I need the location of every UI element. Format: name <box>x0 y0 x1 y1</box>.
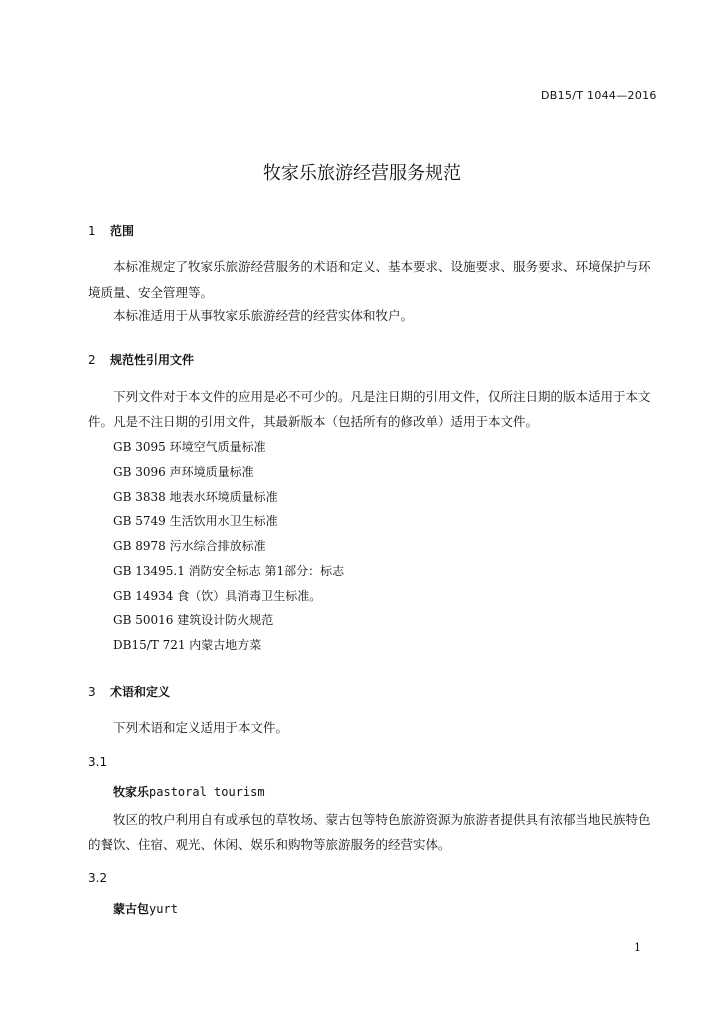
section-title: 范围 <box>110 224 135 238</box>
subsection-number: 3.1 <box>88 755 108 769</box>
section-number: 3 <box>88 685 96 699</box>
paragraph-line: 境质量、安全管理等。 <box>88 285 214 300</box>
section-2-heading <box>88 351 194 368</box>
term-chinese: 蒙古包 <box>113 902 150 916</box>
term-english: pastoral tourism <box>149 785 265 799</box>
section-title: 规范性引用文件 <box>110 353 195 367</box>
paragraph-line: 下列术语和定义适用于本文件。 <box>113 720 289 735</box>
paragraph-line: 本标准规定了牧家乐旅游经营服务的术语和定义、基本要求、设施要求、服务要求、环境保护与环 <box>113 259 651 274</box>
reference-item: GB 3095 环境空气质量标准 <box>113 440 266 454</box>
term-english: yurt <box>149 902 178 916</box>
section-3-heading <box>88 683 170 700</box>
paragraph-line: 本标准适用于从事牧家乐旅游经营的经营实体和牧户。 <box>113 308 414 323</box>
definition-line: 牧区的牧户利用自有或承包的草牧场、蒙古包等特色旅游资源为旅游者提供具有浓郁当地民族特色 <box>113 812 651 827</box>
reference-item: DB15/T 721 内蒙古地方菜 <box>113 638 262 652</box>
reference-item: GB 50016 建筑设计防火规范 <box>113 613 274 627</box>
reference-item: GB 3096 声环境质量标准 <box>113 465 254 479</box>
reference-item: GB 3838 地表水环境质量标准 <box>113 490 278 504</box>
term-heading <box>113 783 265 800</box>
page-number: 1 <box>634 941 641 954</box>
section-number: 1 <box>88 224 96 238</box>
reference-item: GB 14934 食（饮）具消毒卫生标准。 <box>113 589 322 603</box>
document-title: 牧家乐旅游经营服务规范 <box>263 163 461 184</box>
term-heading <box>113 900 178 917</box>
subsection-number: 3.2 <box>88 871 108 885</box>
standard-code: DB15/T 1044—2016 <box>541 89 657 102</box>
definition-line: 的餐饮、住宿、观光、休闲、娱乐和购物等旅游服务的经营实体。 <box>88 837 451 852</box>
section-number: 2 <box>88 353 96 367</box>
paragraph-line: 件。凡是不注日期的引用文件，其最新版本（包括所有的修改单）适用于本文件。 <box>88 414 539 429</box>
section-title: 术语和定义 <box>110 685 171 699</box>
reference-item: GB 13495.1 消防安全标志 第1部分：标志 <box>113 564 345 578</box>
section-1-heading <box>88 222 134 239</box>
reference-item: GB 5749 生活饮用水卫生标准 <box>113 514 278 528</box>
reference-item: GB 8978 污水综合排放标准 <box>113 539 266 553</box>
paragraph-line: 下列文件对于本文件的应用是必不可少的。凡是注日期的引用文件，仅所注日期的版本适用于本文 <box>113 389 651 404</box>
term-chinese: 牧家乐 <box>113 785 150 799</box>
